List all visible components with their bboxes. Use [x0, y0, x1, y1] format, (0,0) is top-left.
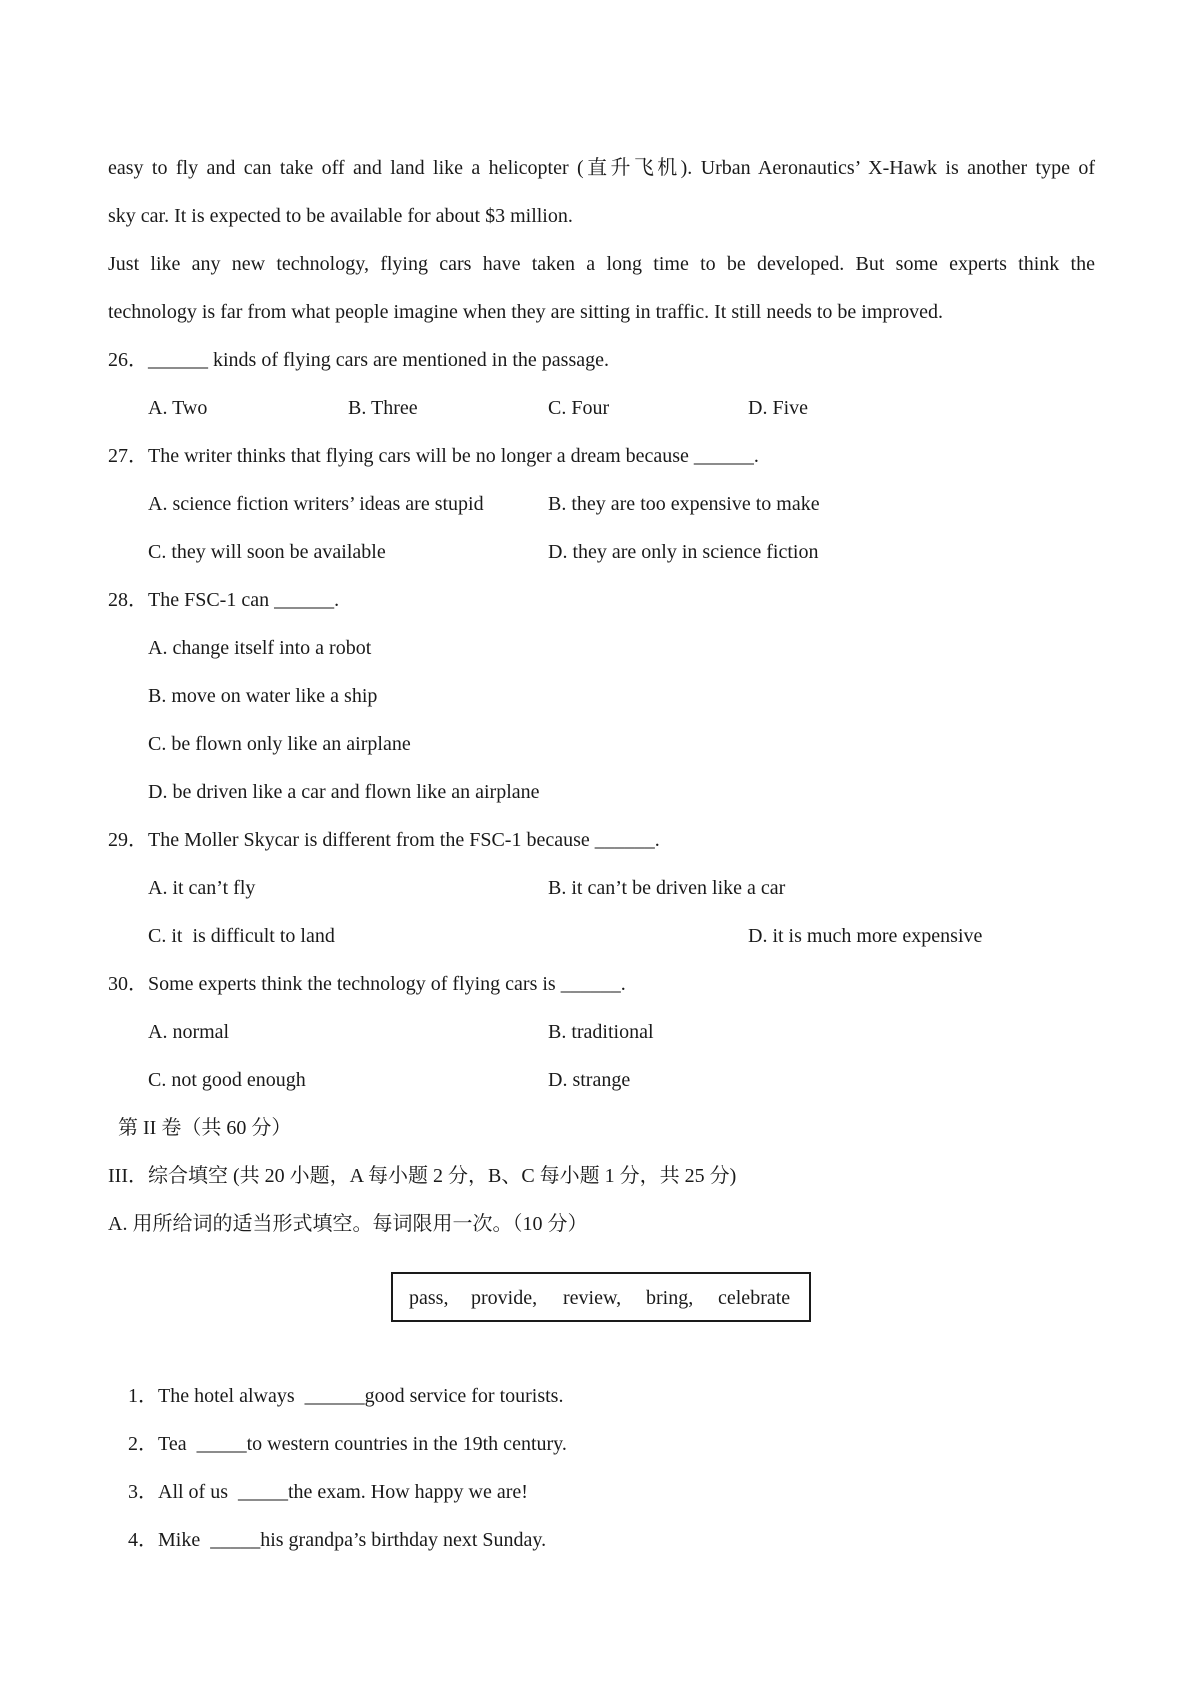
- option-b: B. it can’t be driven like a car: [548, 877, 786, 899]
- passage-line-2: sky car. It is expected to be available for about $3 million.: [108, 205, 573, 227]
- option-b: B. they are too expensive to make: [548, 493, 820, 515]
- option-c: C. Four: [548, 397, 610, 419]
- question-stem: The Moller Skycar is different from the FSC-1 because ______.: [148, 829, 660, 851]
- option-a: A. science fiction writers’ ideas are stupid: [148, 493, 484, 515]
- item-text: Tea _____to western countries in the 19th century.: [158, 1433, 567, 1455]
- option-a: A. it can’t fly: [148, 877, 256, 899]
- item-number: 3．: [128, 1481, 158, 1503]
- item-number: 1．: [128, 1385, 158, 1407]
- option-a: A. change itself into a robot: [148, 637, 372, 659]
- option-d: D. it is much more expensive: [748, 925, 983, 947]
- question-stem: The FSC-1 can ______.: [148, 589, 340, 611]
- word-provide: provide,: [471, 1287, 538, 1309]
- item-text: The hotel always ______good service for tourists.: [158, 1385, 564, 1407]
- option-d: D. strange: [548, 1069, 631, 1091]
- question-number: 30．: [108, 973, 148, 995]
- word-celebrate: celebrate: [718, 1287, 791, 1309]
- question-29: [108, 828, 660, 852]
- option-c: C. not good enough: [148, 1069, 306, 1091]
- item-number: 2．: [128, 1433, 158, 1455]
- question-27: [108, 444, 759, 468]
- option-a: A. Two: [148, 397, 208, 419]
- question-number: 28．: [108, 589, 148, 611]
- passage-line-4: technology is far from what people imagine when they are sitting in traffic. It still needs to be improved.: [108, 301, 943, 323]
- question-30: [108, 972, 626, 996]
- passage-line-3: Just like any new technology, flying cars have taken a long time to be developed. But some experts think the: [108, 253, 1095, 275]
- option-d: D. Five: [748, 397, 808, 419]
- item-number: 4．: [128, 1529, 158, 1551]
- question-number: 29．: [108, 829, 148, 851]
- question-28: [108, 588, 339, 612]
- word-pass: pass,: [409, 1287, 449, 1309]
- option-b: B. traditional: [548, 1021, 654, 1043]
- question-stem: Some experts think the technology of flying cars is ______.: [148, 973, 626, 995]
- fill-blank-4: [108, 1504, 546, 1576]
- option-d: D. they are only in science fiction: [548, 541, 819, 563]
- option-c: C. it is difficult to land: [148, 925, 335, 947]
- option-b: B. Three: [348, 397, 418, 419]
- question-number: 27．: [108, 445, 148, 467]
- question-stem: The writer thinks that flying cars will be no longer a dream because ______.: [148, 445, 759, 467]
- section-2-title: 第 II 卷（共 60 分）: [118, 1117, 292, 1139]
- item-text: All of us _____the exam. How happy we are!: [158, 1481, 528, 1503]
- passage-line-1: easy to fly and can take off and land like a helicopter (直升飞机). Urban Aeronautics’ X-Hawk is another type of: [108, 157, 1095, 179]
- question-26: [108, 348, 609, 372]
- part-3-heading: III．综合填空 (共 20 小题，A 每小题 2 分，B、C 每小题 1 分，共 25 分): [108, 1165, 737, 1187]
- part-a-instruction: A. 用所给词的适当形式填空。每词限用一次。（10 分）: [108, 1213, 588, 1235]
- word-review: review,: [563, 1287, 622, 1309]
- item-text: Mike _____his grandpa’s birthday next Sunday.: [158, 1529, 547, 1551]
- option-c: C. they will soon be available: [148, 541, 386, 563]
- option-b: B. move on water like a ship: [148, 685, 378, 707]
- option-c: C. be flown only like an airplane: [148, 733, 411, 755]
- word-bring: bring,: [646, 1287, 694, 1309]
- question-stem: ______ kinds of flying cars are mentioned in the passage.: [148, 349, 609, 371]
- question-number: 26．: [108, 349, 148, 371]
- option-d: D. be driven like a car and flown like an airplane: [148, 781, 540, 803]
- word-box: [391, 1272, 811, 1322]
- option-a: A. normal: [148, 1021, 230, 1043]
